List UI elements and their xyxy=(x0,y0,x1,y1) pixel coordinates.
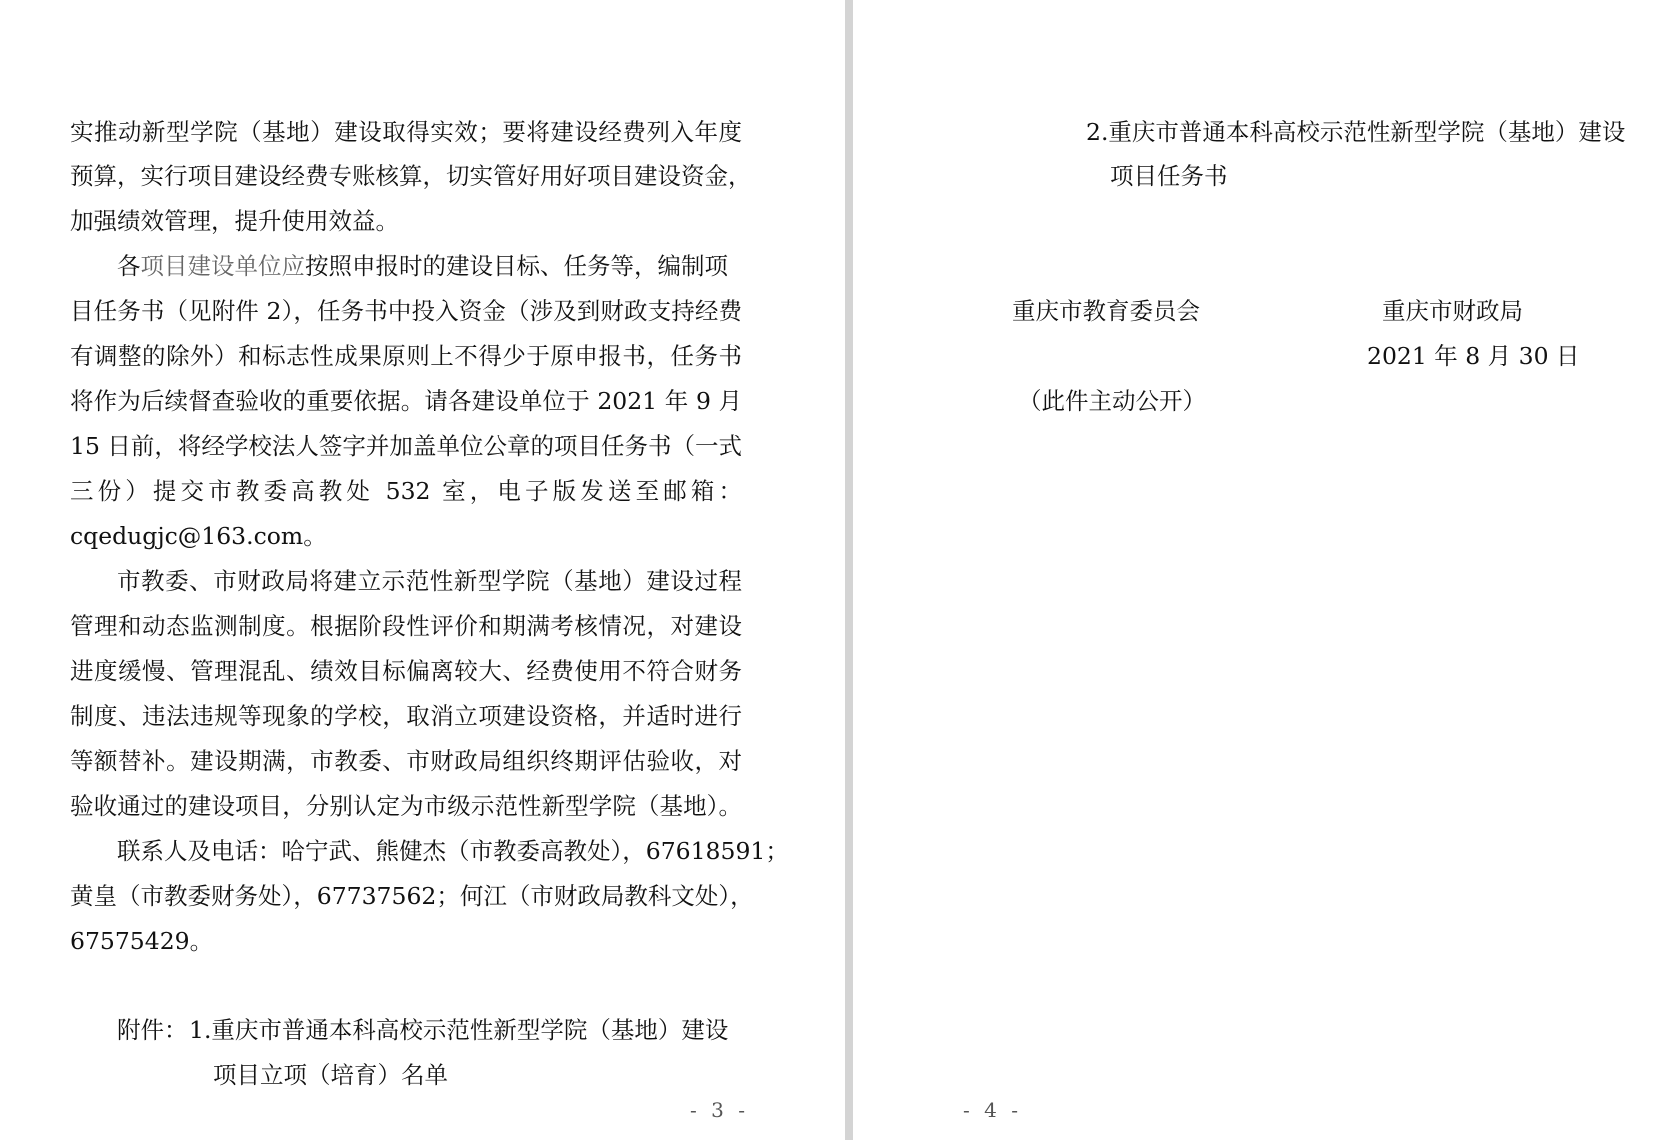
text-line: cqedugjc@163.com。 xyxy=(70,522,327,550)
text-line: 黄皇（市教委财务处），67737562；何江（市财政局教科文处）， xyxy=(70,882,754,910)
text-line: 加强绩效管理，提升使用效益。 xyxy=(70,207,399,235)
text-fragment: 各 xyxy=(117,252,141,280)
text-line: 将作为后续督查验收的重要依据。请各建设单位于 2021 年 9 月 xyxy=(70,387,742,415)
page-number: - 3 - xyxy=(690,1098,749,1122)
text-line: 验收通过的建设项目，分别认定为市级示范性新型学院（基地）。 xyxy=(70,792,742,820)
text-fragment: 按照申报时的建设目标、任务等，编制项 xyxy=(305,252,728,280)
page-number: - 4 - xyxy=(963,1098,1022,1122)
text-line: 进度缓慢、管理混乱、绩效目标偏离较大、经费使用不符合财务 xyxy=(70,657,742,685)
issue-date: 2021 年 8 月 30 日 xyxy=(1367,342,1580,370)
issuer-finance-bureau: 重庆市财政局 xyxy=(1382,297,1523,325)
text-line: 15 日前，将经学校法人签字并加盖单位公章的项目任务书（一式 xyxy=(70,432,742,460)
attachment-item-1: 1.重庆市普通本科高校示范性新型学院（基地）建设 xyxy=(189,1016,729,1044)
attachment-item-2: 2.重庆市普通本科高校示范性新型学院（基地）建设 xyxy=(1086,118,1626,146)
text-line: 市教委、市财政局将建立示范性新型学院（基地）建设过程 xyxy=(117,567,742,595)
text-fragment-light: 项目建设单位应 xyxy=(140,252,305,280)
text-line xyxy=(117,251,728,281)
disclosure-note: （此件主动公开） xyxy=(1018,387,1206,415)
text-line: 联系人及电话：哈宁武、熊健杰（市教委高教处），67618591； xyxy=(117,837,789,865)
page-4 xyxy=(853,0,1676,1140)
attachment-label: 附件： xyxy=(117,1016,188,1044)
attachment-item-1-cont: 项目立项（培育）名单 xyxy=(213,1061,448,1089)
text-line: 预算，实行项目建设经费专账核算，切实管好用好项目建设资金， xyxy=(70,162,752,190)
attachment-item-2-cont: 项目任务书 xyxy=(1110,162,1228,190)
text-line: 目任务书（见附件 2），任务书中投入资金（涉及到财政支持经费 xyxy=(70,297,742,325)
text-line: 等额替补。建设期满，市教委、市财政局组织终期评估验收，对 xyxy=(70,747,742,775)
issuer-education-commission: 重庆市教育委员会 xyxy=(1012,297,1200,325)
text-line: 实推动新型学院（基地）建设取得实效；要将建设经费列入年度 xyxy=(70,118,742,146)
text-line: 三份）提交市教委高教处 532 室，电子版发送至邮箱： xyxy=(70,477,742,505)
text-line: 管理和动态监测制度。根据阶段性评价和期满考核情况，对建设 xyxy=(70,612,742,640)
text-line: 67575429。 xyxy=(70,927,214,955)
page-divider xyxy=(845,0,853,1140)
text-line: 有调整的除外）和标志性成果原则上不得少于原申报书，任务书 xyxy=(70,342,742,370)
text-line: 制度、违法违规等现象的学校，取消立项建设资格，并适时进行 xyxy=(70,702,742,730)
